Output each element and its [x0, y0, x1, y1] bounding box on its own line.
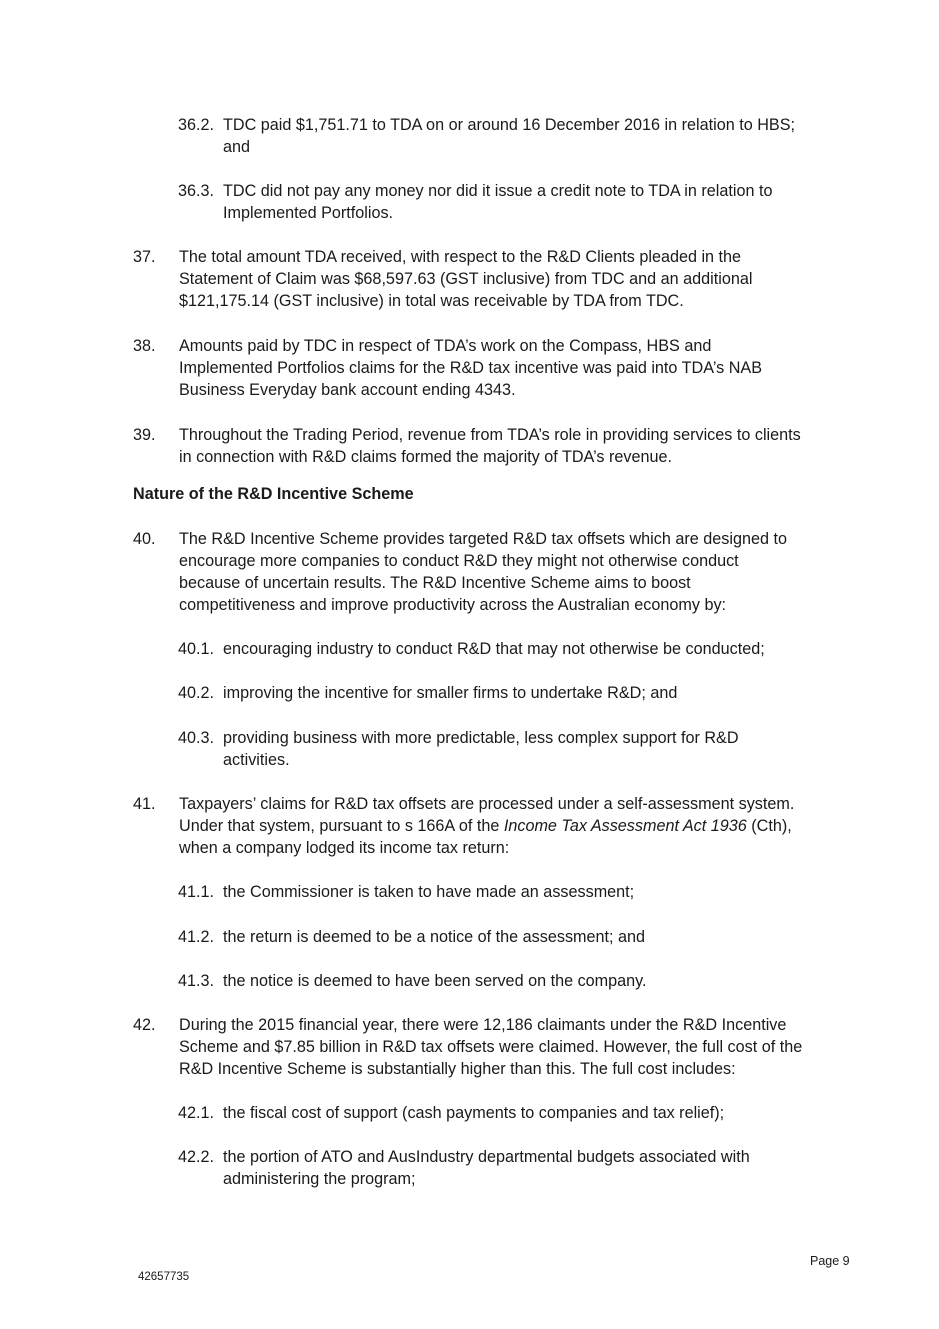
paragraph-number: 41.1. [178, 883, 215, 901]
line-text: (Cth), [746, 817, 792, 835]
paragraph-number: 40.3. [178, 729, 215, 747]
paragraph-line: Amounts paid by TDC in respect of TDA’s work on the Compass, HBS and [179, 337, 712, 355]
paragraph-line: Throughout the Trading Period, revenue from TDA’s role in providing services to clients [179, 426, 801, 444]
paragraph-line: when a company lodged its income tax return: [179, 839, 510, 857]
paragraph-line: encouraging industry to conduct R&D that may not otherwise be conducted; [223, 640, 765, 658]
paragraph-number: 41.2. [178, 928, 215, 946]
paragraph-number: 37. [133, 248, 156, 266]
act-title: Income Tax Assessment Act 1936 [503, 817, 747, 835]
paragraph-number: 42.1. [178, 1104, 215, 1122]
paragraph-line: activities. [223, 751, 290, 769]
paragraph-line: competitiveness and improve productivity across the Australian economy by: [179, 596, 727, 614]
paragraph-number: 41.3. [178, 972, 215, 990]
paragraph-line [179, 815, 792, 837]
paragraph-line: in connection with R&D claims formed the majority of TDA’s revenue. [179, 448, 673, 466]
paragraph-number: 40.1. [178, 640, 215, 658]
paragraph-line: $121,175.14 (GST inclusive) in total was receivable by TDA from TDC. [179, 292, 684, 310]
paragraph-line: During the 2015 financial year, there were 12,186 claimants under the R&D Incentive [179, 1016, 787, 1034]
paragraph-line: the portion of ATO and AusIndustry departmental budgets associated with [223, 1148, 750, 1166]
paragraph-line: Implemented Portfolios. [223, 204, 394, 222]
line-text: Under that system, pursuant to s 166A of the [179, 817, 504, 835]
paragraph-line: The total amount TDA received, with respect to the R&D Clients pleaded in the [179, 248, 742, 266]
paragraph-line: providing business with more predictable, less complex support for R&D [223, 729, 739, 747]
document-id: 42657735 [138, 1271, 190, 1283]
paragraph-line: Scheme and $7.85 billion in R&D tax offsets were claimed. However, the full cost of the [179, 1038, 803, 1056]
paragraph-line: the notice is deemed to have been served on the company. [223, 972, 647, 990]
paragraph-line: the return is deemed to be a notice of the assessment; and [223, 928, 646, 946]
paragraph-line: improving the incentive for smaller firms to undertake R&D; and [223, 684, 678, 702]
paragraph-line: administering the program; [223, 1170, 416, 1188]
paragraph-number: 42.2. [178, 1148, 215, 1166]
paragraph-number: 40. [133, 530, 156, 548]
paragraph-line: Taxpayers’ claims for R&D tax offsets are processed under a self-assessment system. [179, 795, 795, 813]
paragraph-line: TDC paid $1,751.71 to TDA on or around 16 December 2016 in relation to HBS; [223, 116, 795, 134]
paragraph-number: 42. [133, 1016, 156, 1034]
paragraph-line: The R&D Incentive Scheme provides targeted R&D tax offsets which are designed to [179, 530, 787, 548]
paragraph-line: Statement of Claim was $68,597.63 (GST inclusive) from TDC and an additional [179, 270, 753, 288]
paragraph-number: 36.2. [178, 116, 215, 134]
paragraph-line: Implemented Portfolios claims for the R&D tax incentive was paid into TDA’s NAB [179, 359, 762, 377]
paragraph-number: 39. [133, 426, 156, 444]
paragraph-line: the Commissioner is taken to have made an assessment; [223, 883, 635, 901]
paragraph-line: and [223, 138, 251, 156]
paragraph-line: R&D Incentive Scheme is substantially higher than this. The full cost includes: [179, 1060, 736, 1078]
section-heading: Nature of the R&D Incentive Scheme [133, 485, 414, 503]
page-number: Page 9 [810, 1254, 850, 1268]
paragraph-line: the fiscal cost of support (cash payments to companies and tax relief); [223, 1104, 725, 1122]
paragraph-number: 38. [133, 337, 156, 355]
paragraph-line: because of uncertain results. The R&D Incentive Scheme aims to boost [179, 574, 691, 592]
paragraph-line: Business Everyday bank account ending 4343. [179, 381, 516, 399]
paragraph-line: encourage more companies to conduct R&D they might not otherwise conduct [179, 552, 739, 570]
paragraph-number: 40.2. [178, 684, 215, 702]
paragraph-number: 41. [133, 795, 156, 813]
paragraph-line: TDC did not pay any money nor did it issue a credit note to TDA in relation to [223, 182, 773, 200]
paragraph-number: 36.3. [178, 182, 215, 200]
